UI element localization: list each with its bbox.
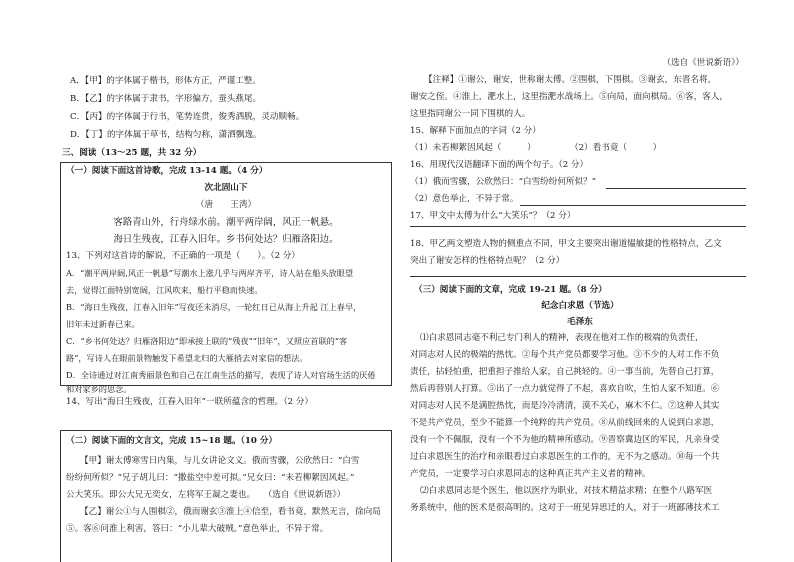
poem-line-2: 海日生残夜，江春入旧年。乡书何处达？归雁洛阳边。 xyxy=(113,234,339,245)
para1-line: ⑴白求恩同志毫不利己专门利人的精神，表现在他对工作的极端的负责任， xyxy=(420,333,704,343)
q16-item-2: （2）意色举止，不异于常。 xyxy=(410,194,519,204)
q17: 17、甲文中太傅为什么“大笑乐”？（2 分） xyxy=(410,211,576,221)
q15-item-1: （1）未若柳絮因风起（ ） xyxy=(410,143,536,153)
para1-line: 然后再替别人打算。⑤出了一点力就觉得了不起，喜欢自吹，生怕人家不知道。⑥ xyxy=(410,384,720,394)
part2-heading: （二）阅读下面的文言文，完成 15~18 题。（10 分） xyxy=(66,436,278,446)
para1-line: 对同志对人民的极端的热忱。②每个共产党员都要学习他。③不少的人对工作不负 xyxy=(410,350,720,360)
q16: 16、用现代汉语翻译下面的两个句子。（2 分） xyxy=(410,160,589,170)
right-column xyxy=(410,0,750,561)
para1-line: 过白求恩医生的治疗和亲眼看过白求恩医生的工作的，无不为之感动。⑩每一个共 xyxy=(410,452,720,462)
poem-line-1: 客路青山外，行舟绿水前。潮平两岸阔，风正一帆悬。 xyxy=(113,217,339,228)
q18-line: 18、甲乙两文塑造人物的侧重点不同，甲文主要突出谢道韫敏捷的性格特点，乙文 xyxy=(410,239,722,249)
q18-line: 突出了谢安怎样的性格特点呢？（2 分） xyxy=(410,256,565,266)
essay-author: 毛泽东 xyxy=(567,317,593,327)
jia-line: 纷纷何所似？”兄子胡儿曰：“撒盐空中差可拟。”兄女曰：“未若柳絮因风起。” xyxy=(66,473,355,483)
answer-line xyxy=(520,205,746,206)
answer-line xyxy=(410,226,746,227)
left-column xyxy=(62,0,390,561)
answer-line xyxy=(410,276,746,277)
note-line: 【注释】①谢公，谢安，世称谢太傅。②围棋，下围棋。③谢玄，东晋名将， xyxy=(424,75,717,85)
yi-line: 【乙】谢公①与人围棋②，俄而谢玄③淮上④信至，看书竟，默然无言，徐向局 xyxy=(80,507,381,517)
option-d: D．【丁】的字体属于草书，结构匀称，潇洒飘逸。 xyxy=(70,130,262,140)
q16-item-1: （1）俄而雪骤，公欣然曰：“白雪纷纷何所似？” xyxy=(410,177,597,187)
source-note: （选自《世说新语》） xyxy=(662,58,744,68)
para1-line: 对同志对人民不是满腔热忱，而是冷冷清清，漠不关心，麻木不仁。⑦这种人其实 xyxy=(410,401,720,411)
para1-line: 产党员，一定要学习白求恩同志的这种真正共产主义者的精神。 xyxy=(410,469,651,479)
para2-line: ⑵白求恩同志是个医生，他以医疗为职业，对技术精益求精；在整个八路军医 xyxy=(420,486,713,496)
q13-line: A．“潮平两岸阔,风正一帆悬”写潮水上涨几乎与两岸齐平，诗人站在船头放眼望 xyxy=(66,268,354,278)
q14: 14、写出“海日生残夜，江春入旧年”一联所蕴含的哲理。（2 分） xyxy=(66,397,314,407)
q13-line: 和对家乡的思念。 xyxy=(66,384,132,394)
para2-line: 务系统中，他的医术是很高明的。这对于一班见异思迁的人，对于一班鄙薄技术工 xyxy=(410,503,720,513)
poem-title: 次北固山下 xyxy=(204,183,248,193)
option-b: B．【乙】的字体属于隶书，字形偏方，蚕头燕尾。 xyxy=(70,94,262,104)
q15-item-2: （2）看书竟（ ） xyxy=(570,143,662,153)
yi-line: ⑤。客⑥问淮上利害，答曰：“小儿辈大破贼。”意色举止，不异于常。 xyxy=(66,524,329,534)
q15: 15、解释下面加点的字词（2 分） xyxy=(410,126,541,136)
q13: 13、下列对这首诗的解说，不正确的一项是（ ）。（2 分） xyxy=(66,251,300,261)
option-a: A．【甲】的字体属于楷书，形体方正，严谨工整。 xyxy=(70,76,261,86)
section-3-heading: 三、阅读（13～25 题，共 32 分） xyxy=(62,148,202,158)
q13-line: D．全诗通过对江南秀丽景色和自己在江南生活的描写，表现了诗人对官场生活的厌倦 xyxy=(66,370,376,380)
q13-line: C．“乡书何处达？归雁洛阳边”即承接上联的“残夜”“旧年”，又照应首联的“客 xyxy=(66,336,348,346)
jia-line: 公大笑乐。即公大兄无奕女，左将军王凝之妻也。 （选自《世说新语》） xyxy=(66,490,346,500)
q13-line: B．“海日生残夜，江春入旧年”写夜还未消尽，一轮红日已从海上升起 江上春早， xyxy=(66,302,362,312)
part1-heading: （一）阅读下面这首诗歌，完成 13-14 题。（4 分） xyxy=(66,166,268,176)
para1-line: 没有一个不佩服，没有一个不为他的精神所感动。⑨晋察冀边区的军民，凡亲身受 xyxy=(410,435,720,445)
poem-author: （唐 王湾） xyxy=(195,200,257,210)
essay-title: 纪念白求恩（节选） xyxy=(541,301,619,311)
q13-line: 去，觉得江面特别宽阔，江风吹来，船行平稳而快速。 xyxy=(66,285,263,295)
note-line: 谢安之侄。④淮上，淝水上，这里指淝水战场上。⑤向局，面向棋局。⑥客，客人， xyxy=(410,92,728,102)
para1-line: 不是共产党员，至少不能算一个纯粹的共产党员。⑧从前线回来的人说到白求恩， xyxy=(410,418,720,428)
part3-heading: （三）阅读下面的文章，完成 19-21 题。（8 分） xyxy=(414,285,607,295)
para1-line: 责任，拈轻怕重，把重担子推给人家，自己挑轻的。④一事当前，先替自己打算， xyxy=(410,367,720,377)
answer-line xyxy=(606,188,746,189)
note-line: 这里指同谢公一同下围棋的人。 xyxy=(410,109,531,119)
option-c: C．【丙】的字体属于行书，笔势连贯，俊秀洒脱，灵动顺畅。 xyxy=(70,112,305,122)
q13-line: 路”，写诗人在眼前景物触发下希望北归的大雁捎去对家信的想法。 xyxy=(66,353,308,363)
q13-line: 旧年未过新春已来。 xyxy=(66,319,140,329)
jia-line: 【甲】谢太傅寒雪日内集，与儿女讲论文义。俄而雪骤，公欣然曰：“白雪 xyxy=(80,456,360,466)
